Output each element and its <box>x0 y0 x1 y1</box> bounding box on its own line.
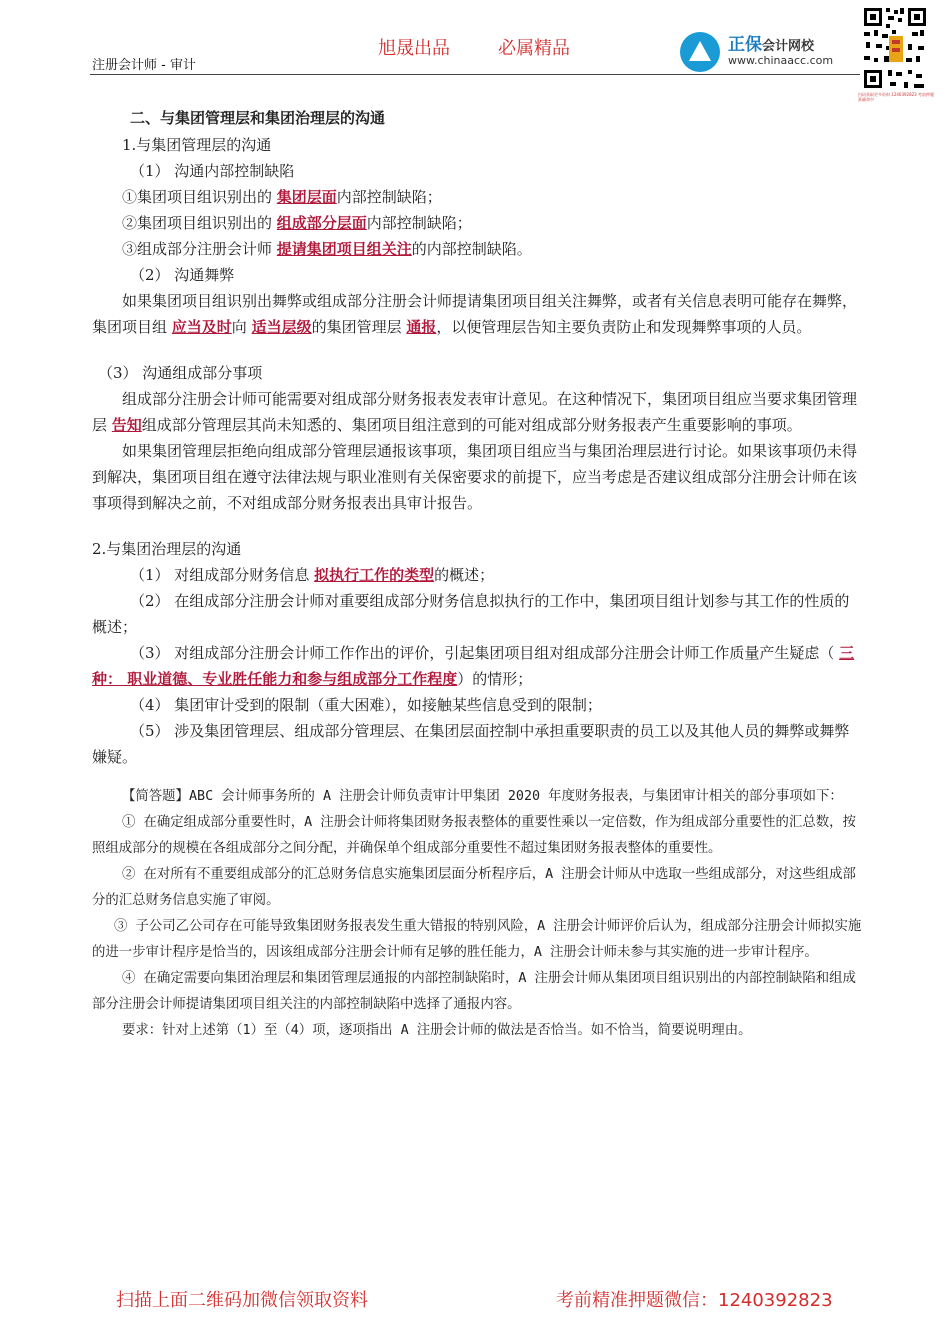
document-body <box>92 104 862 1044</box>
footer-left: 扫描上面二维码加微信领取资料 <box>116 1290 368 1311</box>
paragraph: 如果集团项目组识别出舞弊或组成部分注册会计师提请集团项目组关注舞弊，或者有关信息表明可能存在舞弊，集团项目组 应当及时向 适当层级的集团管理层 通报，以便管理层告知主要负责防止和发现舞弊事项的人员。 <box>92 292 858 336</box>
subsection-title: 1.与集团管理层的沟通 <box>122 136 272 154</box>
list-item: （1） 对组成部分财务信息 拟执行工作的类型的概述； <box>130 566 495 584</box>
qr-caption: 扫码获取更多资料 1240392823 考前押题 准确命中 <box>858 92 934 102</box>
list-item: （3） 对组成部分注册会计师工作作出的评价，引起集团项目组对组成部分注册会计师工作质量产生疑虑（ 三种： 职业道德、专业胜任能力和参与组成部分工作程度）的情形； <box>92 644 855 688</box>
logo-mark-icon <box>680 32 720 72</box>
question-item: ① 在确定组成部分重要性时，A 注册会计师将集团财务报表整体的重要性乘以一定倍数，作为组成部分重要性的汇总数，按照组成部分的规模在各组成部分之间分配，并确保单个组成部分重要性不超过集团财务报表整体的重要性。 <box>92 815 856 856</box>
paragraph: 如果集团管理层拒绝向组成部分管理层通报该事项，集团项目组应当与集团治理层进行讨论。如果该事项仍未得到解决，集团项目组在遵守法律法规与职业准则有关保密要求的前提下，应当考虑是否建议组成部分注册会计师在该事项得到解决之前，不对组成部分财务报表出具审计报告。 <box>92 442 858 512</box>
question-intro: 【简答题】ABC 会计师事务所的 A 注册会计师负责审计甲集团 2020 年度财务报表，与集团审计相关的部分事项如下： <box>122 789 843 804</box>
question-item: ④ 在确定需要向集团治理层和集团管理层通报的内部控制缺陷时，A 注册会计师从集团项目组识别出的内部控制缺陷和组成部分注册会计师提请集团项目组关注的内部控制缺陷中选择了通报内容。 <box>92 971 856 1012</box>
qr-code-icon <box>862 6 928 90</box>
question-requirement: 要求：针对上述第（1）至（4）项，逐项指出 A 注册会计师的做法是否恰当。如不恰当，简要说明理由。 <box>122 1023 752 1038</box>
header-divider <box>90 74 860 75</box>
section-title: 二、与集团管理层和集团治理层的沟通 <box>130 109 386 127</box>
list-item: ③组成部分注册会计师 提请集团项目组关注的内部控制缺陷。 <box>122 240 532 258</box>
logo-url: www.chinaacc.com <box>728 54 834 67</box>
doc-label: 注册会计师 - 审计 <box>92 58 196 73</box>
brand-logo <box>680 28 860 74</box>
list-item: ①集团项目组识别出的 集团层面内部控制缺陷； <box>122 188 442 206</box>
question-item: ② 在对所有不重要组成部分的汇总财务信息实施集团层面分析程序后，A 注册会计师从中选取一些组成部分，对这些组成部分的汇总财务信息实施了审阅。 <box>92 867 856 908</box>
list-item: ②集团项目组识别出的 组成部分层面内部控制缺陷； <box>122 214 472 232</box>
item-heading: （2） 沟通舞弊 <box>130 266 235 284</box>
paragraph: 组成部分注册会计师可能需要对组成部分财务报表发表审计意见。在这种情况下，集团项目组应当要求集团管理层 告知组成部分管理层其尚未知悉的、集团项目组注意到的可能对组成部分财务报表产生重要影响的事项。 <box>92 390 858 434</box>
logo-title: 正保会计网校 <box>728 35 815 55</box>
list-item: （4） 集团审计受到的限制（重大困难），如接触某些信息受到的限制； <box>130 696 602 714</box>
list-item: （5） 涉及集团管理层、组成部分管理层、在集团层面控制中承担重要职责的员工以及其他人员的舞弊或舞弊嫌疑。 <box>92 722 850 766</box>
footer-right: 考前精准押题微信：1240392823 <box>556 1290 833 1311</box>
list-item: （2） 在组成部分注册会计师对重要组成部分财务信息拟执行的工作中，集团项目组计划参与其工作的性质的概述； <box>92 592 850 636</box>
slogan-left: 旭晟出品 <box>378 38 450 59</box>
question-item: ③ 子公司乙公司存在可能导致集团财务报表发生重大错报的特别风险，A 注册会计师评价后认为，组成部分注册会计师拟实施的进一步审计程序是恰当的，因该组成部分注册会计师有足够的胜任能力，A 注册会计师未参与其实施的进一步审计程序。 <box>92 919 862 960</box>
subsection-title: 2.与集团治理层的沟通 <box>92 540 242 558</box>
slogan-right: 必属精品 <box>498 38 570 59</box>
item-heading: （3） 沟通组成部分事项 <box>98 364 263 382</box>
item-heading: （1） 沟通内部控制缺陷 <box>130 162 295 180</box>
